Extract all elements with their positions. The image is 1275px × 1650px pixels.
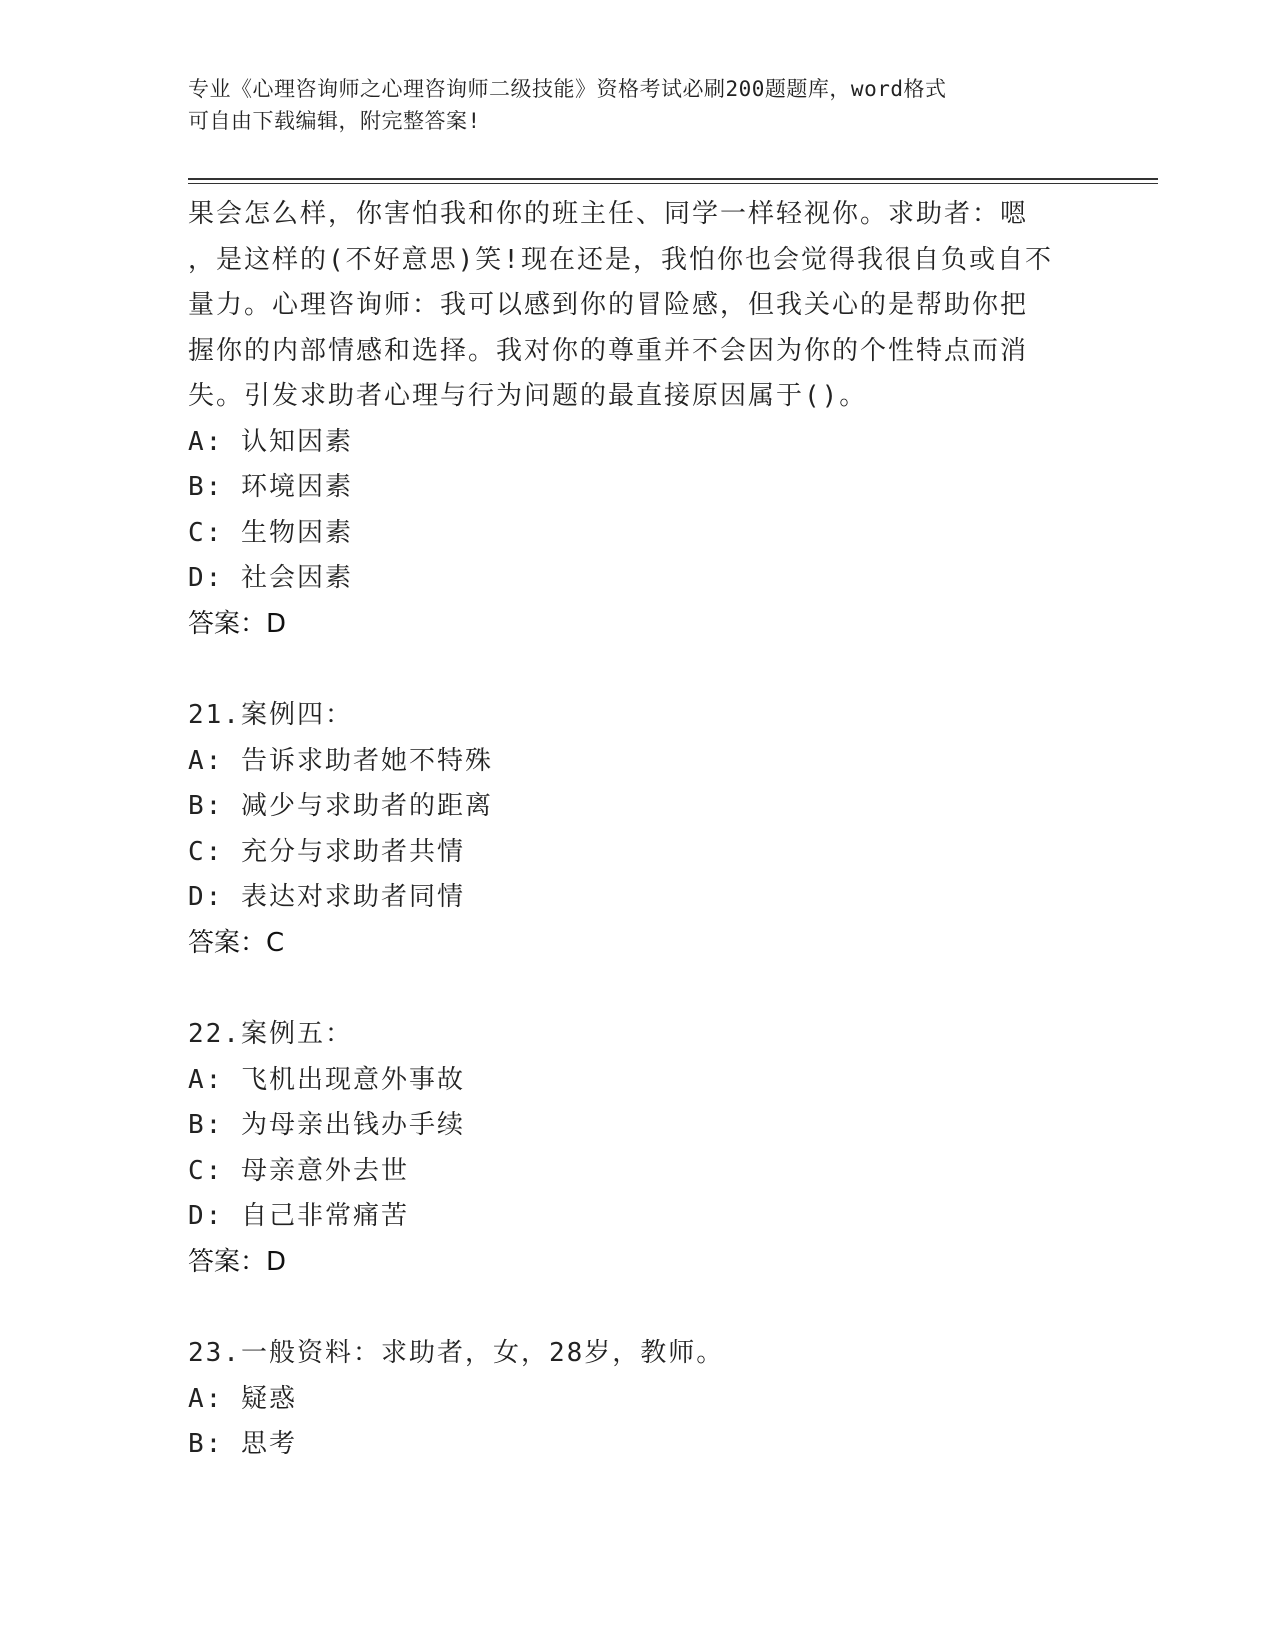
question-text-line: 果会怎么样，你害怕我和你的班主任、同学一样轻视你。求助者：嗯 xyxy=(188,199,1029,229)
answer-label: 答案：C xyxy=(188,927,285,958)
option-d: D: 自己非常痛苦 xyxy=(188,1201,409,1231)
question-text-line: 失。引发求助者心理与行为问题的最直接原因属于()。 xyxy=(188,381,868,411)
question-21 xyxy=(188,693,1088,966)
spacer xyxy=(188,647,1088,693)
option-a: A: 飞机出现意外事故 xyxy=(188,1064,465,1095)
document-body xyxy=(188,192,1088,1468)
header-divider-thick xyxy=(188,178,1158,180)
option-d: D: 表达对求助者同情 xyxy=(188,882,465,912)
question-text-line: 量力。心理咨询师：我可以感到你的冒险感，但我关心的是帮助你把 xyxy=(188,290,1029,320)
option-b: B: 为母亲出钱办手续 xyxy=(188,1110,465,1140)
question-23 xyxy=(188,1331,1088,1468)
spacer xyxy=(188,966,1088,1012)
option-c: C: 充分与求助者共情 xyxy=(188,836,465,867)
question-title: 22.案例五： xyxy=(188,1019,353,1049)
spacer xyxy=(188,1285,1088,1331)
question-22 xyxy=(188,1012,1088,1285)
header-line-2: 可自由下载编辑，附完整答案! xyxy=(188,109,481,133)
document-header xyxy=(188,73,1088,137)
question-title: 21.案例四： xyxy=(188,700,353,730)
option-a: A: 疑惑 xyxy=(188,1383,297,1414)
question-text-line: 握你的内部情感和选择。我对你的尊重并不会因为你的个性特点而消 xyxy=(188,335,1029,366)
option-c: C: 生物因素 xyxy=(188,517,353,548)
answer-label: 答案：D xyxy=(188,608,287,639)
option-b: B: 思考 xyxy=(188,1429,297,1459)
question-text-line: ，是这样的(不好意思)笑!现在还是，我怕你也会觉得我很自负或自不 xyxy=(188,244,1053,275)
header-divider-thin xyxy=(188,183,1158,184)
answer-label: 答案：D xyxy=(188,1246,287,1277)
option-c: C: 母亲意外去世 xyxy=(188,1155,409,1186)
option-a: A: 告诉求助者她不特殊 xyxy=(188,745,493,776)
header-line-1: 专业《心理咨询师之心理咨询师二级技能》资格考试必刷200题题库，word格式 xyxy=(188,77,947,101)
option-b: B: 环境因素 xyxy=(188,472,353,502)
option-d: D: 社会因素 xyxy=(188,563,353,593)
question-title: 23.一般资料：求助者，女，28岁，教师。 xyxy=(188,1338,725,1368)
option-a: A: 认知因素 xyxy=(188,426,353,457)
option-b: B: 减少与求助者的距离 xyxy=(188,791,493,821)
question-20 xyxy=(188,192,1088,647)
